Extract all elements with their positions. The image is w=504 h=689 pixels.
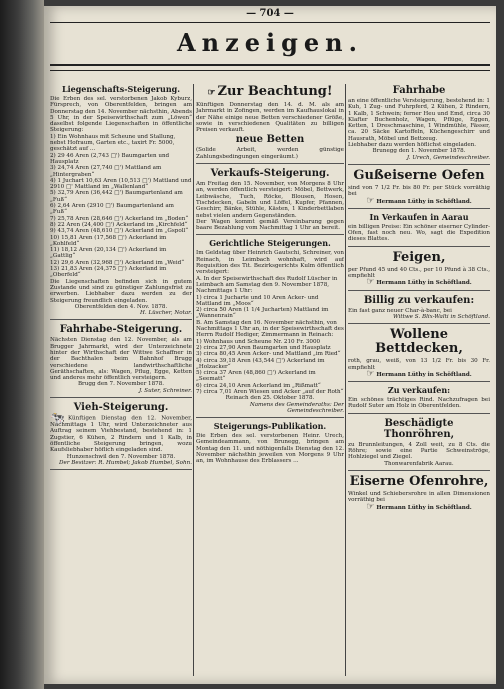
list-item: 13) 21,83 Aren (24,375 □') Ackerland im „Oberfeld“ <box>50 266 167 279</box>
pointing-hand-icon: ☞ <box>366 368 375 379</box>
ad-wollene-bettdecken <box>348 328 490 382</box>
ad-signer: J. Suter, Schreiner. <box>138 387 192 394</box>
newspaper-page <box>44 6 496 684</box>
list-item: 2) circa 27,90 Aren Baumgarten und Hausplatz <box>196 344 331 351</box>
list-item: 1) Ein Wohnhaus mit Scheune und Stallung, nebst Hofraum, Garten etc., taxirt Fr. 5000, geschätzt auf ... <box>50 133 176 153</box>
ad-body: sind von 7 1/2 Fr. bis 80 Fr. per Stück vorräthig bei <box>348 184 490 198</box>
ad-billig-zu-verkaufen <box>348 295 490 325</box>
list-item: 2) circa 50 Aren (1 1/4 Jucharten) Mattland im „Wannenrain“ <box>196 307 329 320</box>
list-item: 6) 2,64 Aren (2910 □') Baumgartenland am „Fuß“ <box>50 203 174 216</box>
ad-date: Brugg den 7. November 1878. <box>77 381 165 388</box>
ad-thonroehren <box>348 418 490 471</box>
ad-title: Wollene Bettdecken, <box>375 327 463 357</box>
ad-subtitle: neue Betten <box>235 134 305 146</box>
ad-zur-beachtung <box>196 85 344 164</box>
ad-seller-text: Hermann Lüthy in Schöftland. <box>376 371 472 378</box>
page-number: — 704 — <box>246 8 294 19</box>
cow-icon: 🐄 <box>50 411 65 426</box>
ad-title: Fahrhabe <box>392 85 446 96</box>
ad-date: Brunegg den 1. November 1878. <box>372 148 466 155</box>
ad-vieh-steigerung <box>50 402 192 470</box>
list-item: 6) circa 24,10 Aren Ackerland im „Rißmatt“ <box>196 382 321 389</box>
ad-body <box>50 411 192 454</box>
ad-eiserne-ofenrohre <box>348 475 490 514</box>
list-item: 3) circa 80,45 Aren Acker- und Mattland „im Ried“ <box>196 351 341 358</box>
ad-seller: Thonwarenfabrik Aarau. <box>384 460 454 467</box>
list-item: 3) 24,74 Aren (27,740 □') Mattland am „Hintergraben“ <box>50 165 162 178</box>
list-item: 4) circa 39,18 Aren (43,544 □') Ackerland im „Holzacker“ <box>196 357 325 370</box>
ad-closing: Die Liegenschaften befinden sich in gutem Zustande und sind zu günstiger Zahlungsfrist zu erwerben. Liebhaber dazu werden zu der Steigerung freundlich eingeladen. <box>50 278 192 304</box>
ad-body: an eine öffentliche Versteigerung, bestehend in: 1 Kuh, 1 Zug- und Fuhrpferd, 2 Kühen, 2 Rindern, 1 Kalb, 1 Schwein; ferner Heu und Emd, circa 30 Klafter Buchenholz, Wagen, Pflüge, Eggen, Ketten, 1 Dreschmaschine, 1 Windmühle, Fässer, ca. 20 Säcke Kartoffeln, Küchengeschirr und Hausrath, Möbel und Bettzeug. <box>348 98 490 142</box>
ad-steigerungs-publikation <box>196 422 344 467</box>
list-item: A. In der Speisewirthschaft des Rudolf Lüscher in Leimbach am Samstag den 9. November 1878, Nachmittags 1 Uhr: <box>196 275 338 295</box>
ad-date: Reinach den 25. Oktober 1878. <box>225 395 315 402</box>
ad-body: Die Erben des sel. verstorbenen Heinr. Urech, Gemeindeammann, von Brunegg, bringen am Montag den 11. und nöthigenfalls Dienstag den 12. November nächsthin jeweilen von Morgens 9 Uhr an, im Wohnhause des Erblassers ... <box>196 433 344 465</box>
ad-body-text: Künftigen Dienstag den 12. November, Nachmittags 1 Uhr, wird Unterzeichneter aus Auftrag seinem Viehbestand, bestehend in: 1 Zugstier, 6 Kühen, 2 Rindern und 1 Kalb, in öffentliche Steigerung bringen, wozu Kaufsliebhaber höflich eingeladen sind. <box>50 415 192 454</box>
ad-title: Vieh-Steigerung. <box>73 402 169 414</box>
ad-body: Nächsten Dienstag den 12. November, als am Brugger Jahrmarkt, wird der Unterzeichnete hinter der Wirthschaft der Wittwe Schaffner in der Bachthalen beim Bahnhof Brugg verschiedene landwirthschaftliche Geräthschaften, als: Wagen, Pflug, Egge, Ketten und anderes mehr öffentlich versteigern. <box>50 337 192 382</box>
ad-title: Liegenschafts-Steigerung. <box>61 84 181 94</box>
ad-closing: Liebhaber dazu werden höflichst eingeladen. <box>348 142 477 149</box>
top-rule <box>50 22 490 23</box>
list-item: 1) circa 1 Jucharte und 10 Aren Acker- und Mattland im „Moos“ <box>196 294 319 307</box>
pointing-hand-icon: ☞ <box>366 195 375 206</box>
ad-seller <box>348 279 490 286</box>
ad-signer: J. Urech, Gemeindeschreiber. <box>406 154 490 161</box>
ad-note: (Solide Arbeit, werden günstige Zahlungsbedingungen eingeräumt.) <box>196 147 344 160</box>
list-item: 4) 1 Juchart 10,63 Aren (10,513 □') Mattland und 2910 □' Mattland im „Wallenland“ <box>50 177 192 191</box>
column-divider-1 <box>193 84 194 676</box>
ad-seller <box>348 195 490 206</box>
ad-signer: Namens des Gemeinderaths: Der Gemeindeschreiber. <box>249 401 344 414</box>
pointing-hand-icon: ☞ <box>366 501 375 512</box>
ad-title: Beschädigte Thonröhren, <box>383 417 455 440</box>
ad-title: Gußeiserne Oefen <box>353 167 485 183</box>
list-item: 8) 22 Aren (24,400 □') Ackerland im „Kirchfeld“ <box>50 221 188 228</box>
ad-seller <box>348 368 490 379</box>
list-item: 7) circa 7,01 Aren Wiesen und Acker „auf der Roth“ <box>196 388 344 395</box>
ad-body: Am Freitag den 15. November, von Morgens 8 Uhr an, werden öffentlich versteigert: Möbel, Bettwerk, Leibwäsche, Tuch, Röcke, Blousen, Hosen, Tischdecken, Gabeln und Löffel, Kupfer, Pfannen, Geschirr, Bänke, Stühle, Kästen, 1 Kinderbettlaben nebst vielen andern Gegenständen. <box>196 181 344 219</box>
ad-date: Hunzenschwil den 7. November 1878. <box>66 453 176 460</box>
heading-rule-2 <box>50 70 490 71</box>
ad-feigen <box>348 251 490 291</box>
ad-seller-text: Hermann Lüthy in Schöftland. <box>376 504 472 511</box>
ad-title: Eiserne Ofenrohre, <box>349 473 489 489</box>
ad-seller: Wittwe S. Blix-Walti in Schöftland. <box>392 313 490 320</box>
ad-body: Künftigen Donnerstag den 14. d. M. als am Jahrmarkt in Zofingen, werden im Kaufhauslokal in der Nähe einige neue Betten verschiedener Größe, sowie in verschiedenen Qualitäten zu billigen Preisen verkauft. <box>196 102 344 134</box>
ad-body: Ein schönes trächtiges Rind. Nachzufragen bei Rudolf Suter am Holz in Oberentfelden. <box>348 397 490 410</box>
list-item: 5) circa 37 Aren (48,860 □') Ackerland im „Seematt“ <box>196 370 316 383</box>
ad-gusseiserne-oefen <box>348 169 490 209</box>
ad-signer: H. Lüscher, Notar. <box>140 310 192 317</box>
book-spine <box>0 0 44 689</box>
ad-title: In Verkaufen in Aarau <box>369 211 469 222</box>
column-3 <box>348 84 490 676</box>
list-item: 5) 32,79 Aren (36,442 □') Baumgartenland am „Fuß“ <box>50 190 183 203</box>
list-item: 1) Wohnhaus und Scheune Nr. 210 Fr. 3000 <box>196 338 321 345</box>
list-item: 12) 29,6 Aren (32,968 □') Ackerland im „Weid“ <box>50 259 185 266</box>
column-1 <box>50 84 192 676</box>
heading-rule-1 <box>50 64 490 66</box>
list-item: 9) 43,74 Aren (48,610 □') Ackerland im „Gspoll“ <box>50 228 189 235</box>
ad-zu-verkaufen-aarau <box>348 213 490 247</box>
list-item: 7) 25,78 Aren (28,646 □') Ackerland im „Boden“ <box>50 215 189 222</box>
ad-title: Billig zu verkaufen: <box>363 294 475 306</box>
ad-title-text: Zur Beachtung! <box>217 84 333 99</box>
ad-body: ein billigen Preise: Ein schöner eiserner Cylinder-Ofen, fast noch neu. Wo, sagt die Expedition dieses Blattes. <box>348 223 490 243</box>
list-item: B. Am Samstag den 16. November nächsthin, von Nachmittags 1 Uhr an, in der Speisewirthschaft des Herrn Rudolf Hediger, Zimmermann in Reinach: <box>196 319 344 339</box>
ad-body: Im Geldstag über Heinrich Gautschi, Schreiner, von Reinach, in Leimbach wohnhaft, wird auf Requisition des Tit. Bezirksgerichts Kulm öffentlich versteigert: <box>196 250 344 276</box>
ad-body: Winkel und Schiebersrohre in allen Dimensionen vorräthig bei <box>348 490 490 504</box>
ad-seller-text: Hermann Lüthy in Schöftland. <box>376 198 472 205</box>
ad-body: per Pfund 45 und 40 Cts., per 10 Pfund à 38 Cts., empfiehlt <box>348 266 490 280</box>
list-item: 10) 15,81 Aren (17,568 □') Ackerland im „Kohlfeld“ <box>50 234 167 247</box>
ad-gerichtliche-steigerungen <box>196 239 344 418</box>
ad-zu-verkaufen-rind <box>348 386 490 414</box>
pointing-hand-icon: ☞ <box>366 277 375 288</box>
ad-seller <box>348 501 490 512</box>
ad-body: roth, grau, weiß, von 13 1/2 Fr. bis 30 Fr. empfiehlt <box>348 358 490 371</box>
ad-seller-text: Hermann Lüthy in Schöftland. <box>376 280 472 287</box>
ad-title: Verkaufs-Steigerung. <box>210 168 330 180</box>
ad-title <box>196 85 344 100</box>
section-heading: Anzeigen. <box>177 28 363 57</box>
ad-title: Steigerungs-Publikation. <box>213 421 327 432</box>
ad-date: Oberentfelden den 4. Nov. 1878. <box>74 303 168 310</box>
ad-body: Die Erben des sel. verstorbenen Jakob Kyburz, Fürsprech, von Oberentfelden, bringen am Donnerstag den 14. November nächsthin, Abends 5 Uhr, in der Speisewirthschaft zum „Löwen“ daselbst folgende Liegenschaften in öffentliche Steigerung: <box>50 96 192 134</box>
ad-body: zu Brunnleitungen, 4 Zoll weit, zu 8 Cts. die Röhre; sowie eine Partie Schweinströge, Hohlziegel und Ziegel. <box>348 441 490 461</box>
ad-liegenschafts-steigerung <box>50 85 192 320</box>
ad-title: Zu verkaufen: <box>387 385 451 396</box>
list-item: 11) 18,12 Aren (20,134 □') Ackerland im „Gattlig“ <box>50 247 167 260</box>
ad-title: Gerichtliche Steigerungen. <box>209 238 331 249</box>
column-2 <box>196 84 344 676</box>
ad-body: Ein fast ganz neuer Char-à-banc, bei <box>348 307 452 314</box>
ad-fahrhabe-steigerung <box>50 324 192 398</box>
ad-fahrhabe-continued <box>348 85 490 165</box>
ad-verkaufs-steigerung <box>196 168 344 235</box>
ad-title: Feigen, <box>392 249 446 265</box>
list-item: 2) 29 46 Aren (2,743 □') Baumgarten und Hausplatz <box>50 152 170 165</box>
ad-signer: Der Besitzer: R. Humbel; Jakob Humbel, Sohn. <box>59 459 192 466</box>
column-divider-2 <box>345 84 346 676</box>
pointing-hand-icon: ☞ <box>207 88 216 98</box>
ad-title: Fahrhabe-Steigerung. <box>59 324 183 336</box>
ad-closing: Der Wagen kommt gemäß Vereinbarung gegen baare Bezahlung vom Nachmittag 1 Uhr an bereit. <box>196 218 344 232</box>
